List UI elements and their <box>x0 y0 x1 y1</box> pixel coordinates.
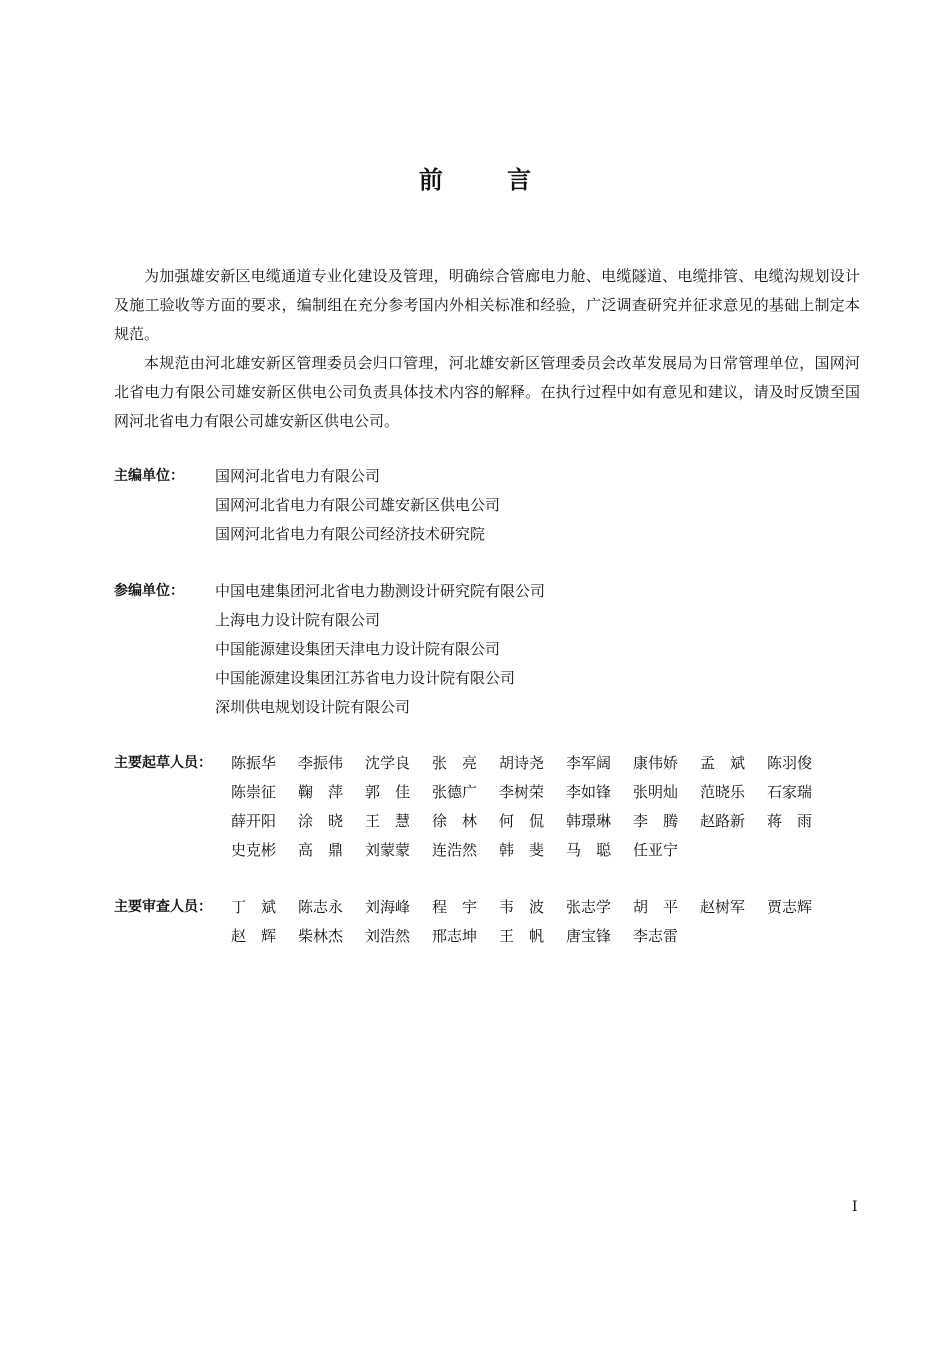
drafter-name: 沈学良 <box>365 754 411 772</box>
reviewer-name: 张志学 <box>566 898 612 916</box>
drafter-name: 韩璟琳 <box>566 812 612 830</box>
drafter-name: 陈崇征 <box>231 783 277 801</box>
drafter-name: 鞠 萍 <box>298 783 344 801</box>
reviewer-name: 唐宝锋 <box>566 927 612 945</box>
drafter-name: 范晓乐 <box>700 783 746 801</box>
drafter-name: 马 聪 <box>566 841 612 859</box>
reviewers-label: 主要审查人员： <box>114 899 212 915</box>
participating-unit-item: 中国能源建设集团天津电力设计院有限公司 <box>215 640 501 658</box>
reviewer-name: 刘浩然 <box>365 927 411 945</box>
drafter-name: 李树荣 <box>499 783 545 801</box>
drafter-name: 任亚宁 <box>633 841 679 859</box>
participating-unit-item: 深圳供电规划设计院有限公司 <box>215 698 411 716</box>
drafter-name: 王 慧 <box>365 812 411 830</box>
drafter-name: 石家瑞 <box>767 783 813 801</box>
reviewer-name: 胡 平 <box>633 898 679 916</box>
participating-units-list <box>215 577 815 722</box>
participating-unit-item: 中国电建集团河北省电力勘测设计研究院有限公司 <box>215 582 546 600</box>
drafter-name: 胡诗尧 <box>499 754 545 772</box>
drafters-label: 主要起草人员： <box>114 755 212 771</box>
participating-unit-item: 中国能源建设集团江苏省电力设计院有限公司 <box>215 669 516 687</box>
drafter-name: 李 腾 <box>633 812 679 830</box>
reviewer-name: 王 帆 <box>499 927 545 945</box>
drafter-name: 郭 佳 <box>365 783 411 801</box>
drafter-name: 赵路新 <box>700 812 746 830</box>
drafter-name: 高 鼎 <box>298 841 344 859</box>
drafter-name: 李如锋 <box>566 783 612 801</box>
drafter-name: 史克彬 <box>231 841 277 859</box>
chief-unit-item: 国网河北省电力有限公司雄安新区供电公司 <box>215 496 501 514</box>
drafter-name: 张 亮 <box>432 754 478 772</box>
drafter-name: 张明灿 <box>633 783 679 801</box>
drafter-name: 薛开阳 <box>231 812 277 830</box>
drafters-list <box>231 749 841 865</box>
drafter-name: 何 侃 <box>499 812 545 830</box>
participating-units-label: 参编单位： <box>114 583 184 599</box>
drafter-name: 连浩然 <box>432 841 478 859</box>
drafter-name: 韩 斐 <box>499 841 545 859</box>
drafter-name: 陈振华 <box>231 754 277 772</box>
reviewer-name: 贾志辉 <box>767 898 813 916</box>
reviewer-name: 丁 斌 <box>231 898 277 916</box>
drafter-name: 刘蒙蒙 <box>365 841 411 859</box>
chief-unit-item: 国网河北省电力有限公司 <box>215 467 381 485</box>
page-title: 前 言 <box>418 166 560 194</box>
drafter-name: 李振伟 <box>298 754 344 772</box>
drafter-name: 康伟娇 <box>633 754 679 772</box>
chief-units-list <box>215 462 815 549</box>
chief-unit-item: 国网河北省电力有限公司经济技术研究院 <box>215 525 486 543</box>
drafter-name: 蒋 雨 <box>767 812 813 830</box>
reviewer-name: 韦 波 <box>499 898 545 916</box>
reviewer-name: 赵树军 <box>700 898 746 916</box>
drafter-name: 徐 林 <box>432 812 478 830</box>
drafter-name: 张德广 <box>432 783 478 801</box>
reviewer-name: 程 宇 <box>432 898 478 916</box>
participating-unit-item: 上海电力设计院有限公司 <box>215 611 381 629</box>
reviewers-list <box>231 893 841 951</box>
reviewer-name: 李志雷 <box>633 927 679 945</box>
reviewer-name: 陈志永 <box>298 898 344 916</box>
drafter-name: 孟 斌 <box>700 754 746 772</box>
chief-units-label: 主编单位： <box>114 468 184 484</box>
reviewer-name: 柴林杰 <box>298 927 344 945</box>
drafter-name: 涂 晓 <box>298 812 344 830</box>
foreword-paragraph-2: 本规范由河北雄安新区管理委员会归口管理，河北雄安新区管理委员会改革发展局为日常管理单位，国网河北省电力有限公司雄安新区供电公司负责具体技术内容的解释。在执行过程中如有意见和建议，请及时反馈至国网河北省电力有限公司雄安新区供电公司。 <box>114 354 860 430</box>
foreword-paragraph-1: 为加强雄安新区电缆通道专业化建设及管理，明确综合管廊电力舱、电缆隧道、电缆排管、电缆沟规划设计及施工验收等方面的要求，编制组在充分参考国内外相关标准和经验，广泛调查研究并征求意见的基础上制定本规范。 <box>114 267 860 343</box>
reviewer-name: 赵 辉 <box>231 927 277 945</box>
foreword-body <box>114 262 860 436</box>
drafter-name: 陈羽俊 <box>767 754 813 772</box>
page-number: I <box>852 1199 858 1215</box>
drafter-name: 李军阔 <box>566 754 612 772</box>
reviewer-name: 邢志坤 <box>432 927 478 945</box>
reviewer-name: 刘海峰 <box>365 898 411 916</box>
